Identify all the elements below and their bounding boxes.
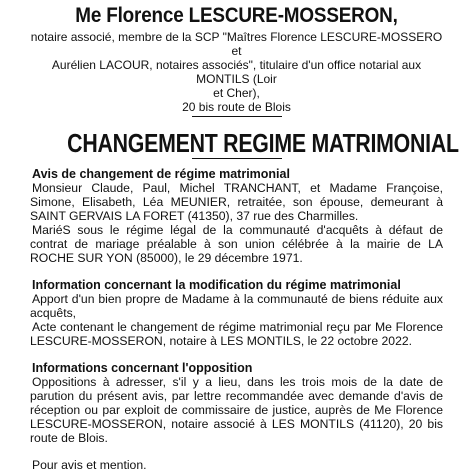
section-opposition <box>30 361 443 445</box>
section-heading: Information concernant la modification du régime matrimonial <box>32 278 401 292</box>
section-paragraph: Oppositions à adresser, s'il y a lieu, dans les trois mois de la date de parution du présent avis, par lettre recommandée avec demande d'avis de réception ou par exploit de commissaire de justice, auprès de Me Florence LESCURE-MOSSERON, notaire associé à LES MONTILS (41120), 20 bis route de Blois. <box>30 375 443 445</box>
section-paragraph: MariéS sous le régime légal de la communauté d'acquêts à défaut de contrat de mariage préalable à son union célébrée à la mairie de LA ROCHE SUR YON (85000), le 29 décembre 1971. <box>30 223 443 265</box>
title-divider <box>192 158 282 159</box>
section-regime-modification <box>30 278 443 348</box>
notary-address: 20 bis route de Blois <box>182 100 291 114</box>
notary-name: Me Florence LESCURE-MOSSERON, <box>75 4 398 27</box>
notary-details-line-3: et Cher), <box>213 86 260 100</box>
section-heading: Informations concernant l'opposition <box>32 361 253 375</box>
section-heading: Avis de changement de régime matrimonial <box>32 167 290 181</box>
notary-details-line-2: Aurélien LACOUR, notaires associés", titulaire d'un office notarial aux MONTILS (Loir <box>51 58 422 86</box>
header-divider <box>192 116 282 117</box>
notary-details-line-1: notaire associé, membre de la SCP "Maîtres Florence LESCURE-MOSSERO et <box>30 30 443 58</box>
section-paragraph: Monsieur Claude, Paul, Michel TRANCHANT, et Madame Françoise, Simone, Elisabeth, Léa MEUNIER, retraitée, son épouse, demeurant à SAINT GERVAIS LA FORET (41350), 37 rue des Charmilles. <box>30 181 443 223</box>
notice-title: CHANGEMENT REGIME MATRIMONIAL <box>67 128 459 158</box>
section-paragraph: Acte contenant le changement de régime matrimonial reçu par Me Florence LESCURE-MOSSERON, notaire à LES MONTILS, le 22 octobre 2022. <box>30 320 443 348</box>
closing-text: Pour avis et mention. <box>32 458 147 472</box>
section-paragraph: Apport d'un bien propre de Madame à la communauté de biens réduite aux acquêts, <box>30 292 443 320</box>
section-regime-change <box>30 167 443 265</box>
